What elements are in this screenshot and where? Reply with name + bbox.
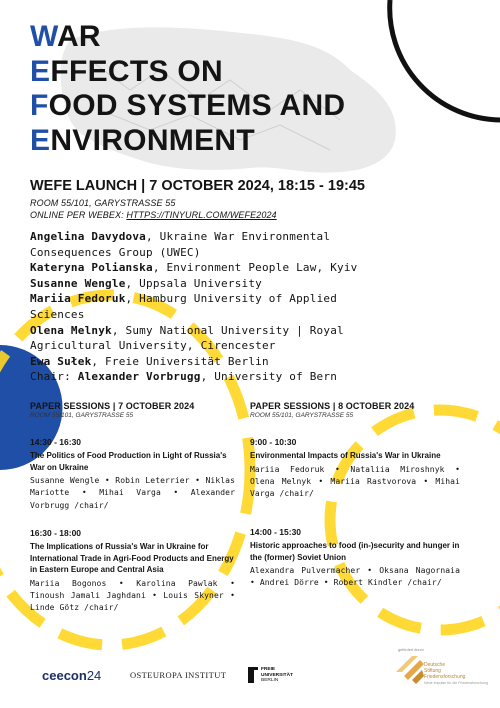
session-block bbox=[250, 527, 460, 590]
speaker-affiliation: , University of Bern bbox=[200, 370, 338, 384]
sessions-day-2 bbox=[250, 401, 460, 588]
speaker-name: Ewa Sułek bbox=[30, 354, 92, 368]
speaker-row bbox=[30, 338, 360, 354]
speaker-row bbox=[30, 369, 360, 385]
speaker-affiliation: , Ukraine War Environmental bbox=[145, 230, 331, 243]
speaker-affiliation: , Freie Universität Berlin bbox=[91, 354, 269, 368]
session-block bbox=[30, 528, 235, 615]
speaker-name: Angelina Davydova bbox=[30, 230, 146, 243]
title-initial: E bbox=[30, 54, 51, 88]
ceecon-logo bbox=[42, 668, 101, 683]
title-line-4 bbox=[30, 124, 345, 159]
dsf-line-2: Stiftung bbox=[424, 668, 441, 674]
speaker-row bbox=[30, 307, 360, 323]
session-time: 16:30 - 18:00 bbox=[30, 528, 82, 538]
sessions-room: ROOM 55/101, GARYSTRASSE 55 bbox=[250, 412, 354, 419]
title-rest: AR bbox=[56, 20, 101, 53]
fu-line-1: FREIE bbox=[261, 667, 276, 672]
speaker-row bbox=[30, 354, 360, 370]
speaker-list bbox=[30, 229, 360, 385]
sessions-day-1 bbox=[30, 401, 235, 613]
speaker-row bbox=[30, 276, 360, 292]
speaker-affiliation: Sciences bbox=[30, 307, 85, 321]
title-line-3 bbox=[30, 89, 345, 124]
title-line-2 bbox=[30, 55, 345, 90]
title-rest: NVIRONMENT bbox=[50, 123, 255, 157]
speaker-row bbox=[30, 291, 360, 307]
webex-line bbox=[30, 210, 277, 220]
speaker-row bbox=[30, 229, 360, 245]
sessions-heading: PAPER SESSIONS | 7 OCTOBER 2024 bbox=[30, 401, 195, 411]
session-title: Environmental Impacts of Russia's War in Ukraine bbox=[250, 451, 441, 460]
session-time: 14:00 - 15:30 bbox=[250, 527, 302, 537]
ceecon-logo-number: 24 bbox=[86, 668, 102, 683]
dsf-tagline: Neue Impulse für die Friedensforschung bbox=[424, 681, 488, 685]
fu-line-3: BERLIN bbox=[261, 678, 279, 683]
speaker-affiliation: , Environment People Law, Kyiv bbox=[152, 261, 358, 275]
session-title: The Implications of Russia's War in Ukraine for International Trade in Agri-Food Products and Energy in Eastern Europe and Central Asia bbox=[30, 542, 234, 574]
speaker-row bbox=[30, 245, 360, 261]
dsf-kicker: gefördert durch bbox=[398, 648, 424, 652]
speaker-name: Olena Melnyk bbox=[30, 323, 112, 337]
session-title: Historic approaches to food (in-)security and hunger in the (former) Soviet Union bbox=[250, 541, 460, 562]
title-rest: OOD SYSTEMS AND bbox=[48, 89, 346, 122]
session-speakers: Mariia Fedoruk • Nataliia Miroshnyk • Olena Melnyk • Mariia Rastvorova • Mihai Varga /chair/ bbox=[250, 464, 460, 499]
session-time: 9:00 - 10:30 bbox=[250, 437, 297, 447]
launch-room: ROOM 55/101, GARYSTRASSE 55 bbox=[30, 198, 176, 208]
dsf-logo-text bbox=[424, 662, 494, 686]
speaker-row bbox=[30, 323, 360, 339]
fu-berlin-logo-text bbox=[261, 667, 293, 684]
chair-prefix: Chair: bbox=[30, 370, 78, 384]
sessions-heading: PAPER SESSIONS | 8 OCTOBER 2024 bbox=[250, 401, 415, 411]
speaker-name: Susanne Wengle bbox=[30, 276, 126, 290]
webex-link[interactable]: HTTPS://TINYURL.COM/WEFE2024 bbox=[126, 210, 277, 220]
dsf-line-3: Friedensforschung bbox=[424, 674, 466, 680]
ceecon-logo-text: ceecon bbox=[42, 668, 87, 683]
title-line-1 bbox=[30, 20, 345, 55]
dsf-line-1: Deutsche bbox=[424, 662, 446, 668]
title-initial: W bbox=[30, 20, 57, 53]
session-time: 14:30 - 16:30 bbox=[30, 437, 82, 447]
title-initial: F bbox=[30, 89, 49, 122]
osteuropa-institut-logo: OSTEUROPA INSTITUT bbox=[130, 670, 227, 680]
session-block bbox=[250, 437, 460, 501]
sessions-room: ROOM 55/101, GARYSTRASSE 55 bbox=[30, 412, 134, 419]
speaker-affiliation: , Hamburg University of Applied bbox=[125, 292, 338, 306]
main-title bbox=[30, 20, 345, 158]
webex-prefix: ONLINE PER WEBEX: bbox=[30, 210, 127, 220]
session-title: The Politics of Food Production in Light of Russia's War on Ukraine bbox=[30, 451, 227, 472]
speaker-name: Alexander Vorbrugg bbox=[77, 370, 201, 384]
title-rest: FFECTS ON bbox=[50, 54, 224, 88]
speaker-name: Mariia Fedoruk bbox=[30, 292, 126, 306]
speaker-affiliation: Consequences Group (UWEC) bbox=[30, 245, 201, 259]
speaker-affiliation: , Uppsala University bbox=[125, 276, 262, 290]
session-speakers: Susanne Wengle • Robin Leterrier • Niklas Mariotte • Mihai Varga • Alexander Vorbrugg /chair/ bbox=[30, 476, 235, 510]
speaker-row bbox=[30, 260, 360, 276]
session-block bbox=[30, 437, 235, 512]
speaker-affiliation: Agricultural University, Cirencester bbox=[30, 339, 276, 353]
fu-berlin-mark-icon bbox=[248, 667, 254, 683]
fu-line-2: UNIVERSITÄT bbox=[261, 672, 293, 678]
launch-heading: WEFE LAUNCH | 7 OCTOBER 2024, 18:15 - 19:45 bbox=[30, 178, 365, 194]
session-speakers: Alexandra Pulvermacher • Oksana Nagornaia • Andrei Dörre • Robert Kindler /chair/ bbox=[250, 566, 460, 588]
session-speakers: Mariia Bogonos • Karolina Pawlak • Tinoush Jamali Jaghdani • Louis Skyner • Linde Götz /chair/ bbox=[30, 578, 235, 613]
speaker-name: Kateryna Polianska bbox=[30, 261, 153, 275]
fu-berlin-logo bbox=[248, 667, 293, 684]
speaker-affiliation: , Sumy National University | Royal bbox=[111, 323, 344, 337]
title-initial: E bbox=[30, 123, 51, 157]
